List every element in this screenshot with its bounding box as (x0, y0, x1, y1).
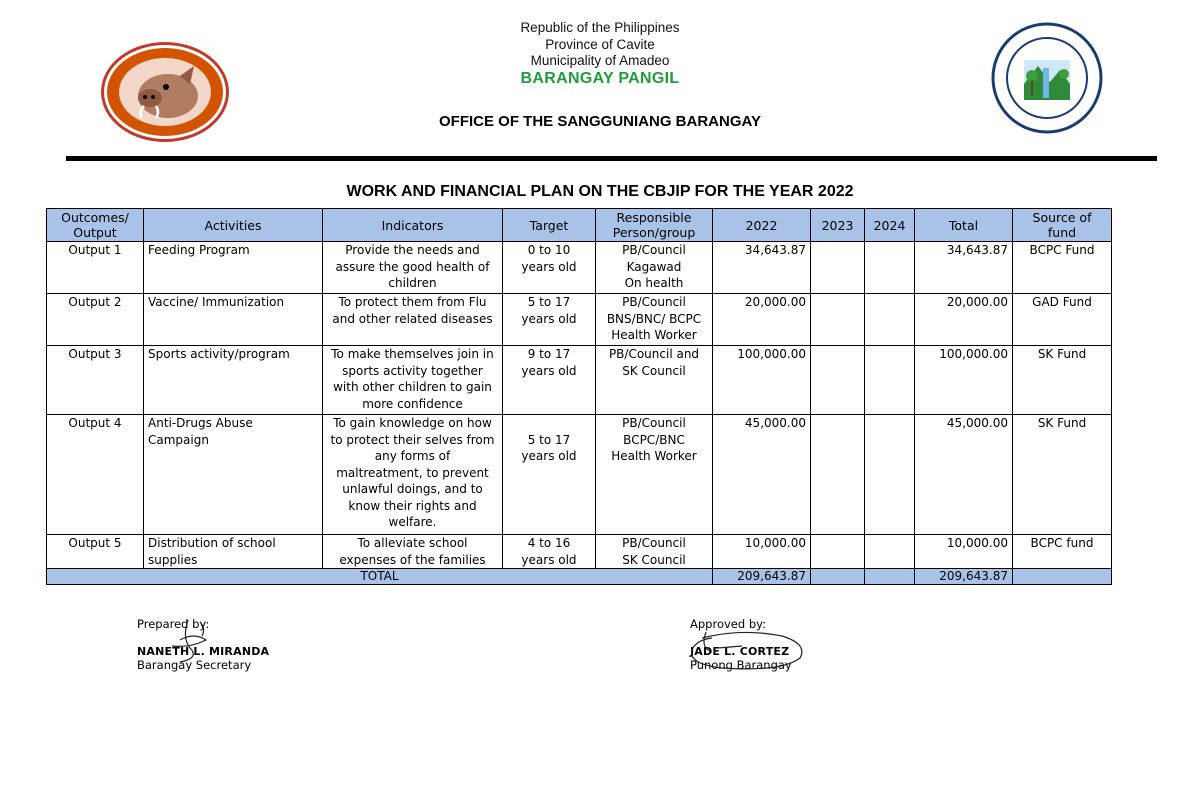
office-title: OFFICE OF THE SANGGUNIANG BARANGAY (439, 113, 761, 130)
cell-target-line: 9 to 17 (527, 347, 571, 361)
approved-by-label: Approved by: (690, 617, 766, 631)
cell-responsible-line: Kagawad (626, 259, 682, 274)
cell-indicators-line: any forms of (374, 449, 451, 463)
cell-indicators-line: welfare. (388, 515, 437, 529)
cell-target-line: years old (521, 552, 577, 567)
cell-target-line: 0 to 10 (527, 243, 571, 257)
cell-2024 (865, 294, 915, 346)
col-header-indicators: Indicators (323, 209, 503, 242)
cell-indicators-line: to protect their selves from (330, 432, 495, 447)
cell-output: Output 4 (47, 415, 144, 535)
cell-2023 (811, 294, 865, 346)
cell-target (503, 415, 596, 535)
cell-activity-line: supplies (148, 552, 198, 567)
cell-target-line: years old (521, 311, 577, 326)
col-header-total: Total (915, 209, 1013, 242)
cell-total: 20,000.00 (915, 294, 1013, 346)
cell-output: Output 3 (47, 346, 144, 415)
plan-title: WORK AND FINANCIAL PLAN ON THE CBJIP FOR THE YEAR 2022 (346, 183, 854, 200)
col-header-source: Source of fund (1013, 209, 1112, 242)
cell-total: 34,643.87 (915, 242, 1013, 294)
cell-target-line: 5 to 17 (527, 295, 571, 309)
cell-2022: 45,000.00 (713, 415, 811, 535)
prepared-by-label: Prepared by: (137, 617, 210, 631)
cell-2023 (811, 346, 865, 415)
col-header-2023: 2023 (811, 209, 865, 242)
cell-indicators-line: sports activity together (342, 363, 483, 378)
cell-2024 (865, 346, 915, 415)
cell-indicators-line: and other related diseases (332, 311, 493, 326)
cell-indicators-line: maltreatment, to prevent (336, 465, 489, 480)
total-source (1013, 569, 1112, 585)
col-header-target: Target (503, 209, 596, 242)
table-row (47, 242, 1112, 294)
col-header-2022: 2022 (713, 209, 811, 242)
cell-total: 45,000.00 (915, 415, 1013, 535)
table-row (47, 415, 1112, 535)
cell-activity (144, 415, 323, 535)
total-grand: 209,643.87 (915, 569, 1013, 585)
prepared-by-position: Barangay Secretary (137, 658, 252, 672)
cell-indicators (323, 242, 503, 294)
cell-total: 100,000.00 (915, 346, 1013, 415)
cell-output: Output 2 (47, 294, 144, 346)
cell-activity (144, 346, 323, 415)
cell-responsible-line: PB/Council and (608, 347, 700, 361)
cell-indicators (323, 346, 503, 415)
header-barangay: BARANGAY PANGIL (520, 70, 680, 87)
cell-2023 (811, 535, 865, 569)
cell-source: SK Fund (1013, 346, 1112, 415)
cell-source: BCPC fund (1013, 535, 1112, 569)
cell-indicators (323, 294, 503, 346)
cell-target-line (507, 415, 591, 432)
approved-by-position: Punong Barangay (690, 658, 792, 672)
cell-activity-line: Distribution of school (148, 536, 276, 550)
cell-responsible-line: SK Council (622, 363, 686, 378)
cell-indicators-line: children (388, 276, 437, 290)
cell-2022: 34,643.87 (713, 242, 811, 294)
cell-2023 (811, 415, 865, 535)
header-divider (66, 156, 1157, 161)
cell-responsible (596, 346, 713, 415)
cell-source: SK Fund (1013, 415, 1112, 535)
cell-activity-line: Anti-Drugs Abuse (148, 416, 253, 430)
header-republic: Republic of the Philippines (520, 20, 680, 35)
cell-target-line: 4 to 16 (527, 536, 571, 550)
total-2023 (811, 569, 865, 585)
cell-indicators (323, 415, 503, 535)
cell-2022: 100,000.00 (713, 346, 811, 415)
cell-total: 10,000.00 (915, 535, 1013, 569)
cell-output: Output 5 (47, 535, 144, 569)
cell-responsible-line: PB/Council (622, 416, 686, 430)
cell-indicators-line: unlawful doings, and to (342, 482, 483, 496)
cell-responsible-line: On health (624, 276, 684, 290)
cell-responsible (596, 294, 713, 346)
cell-2022: 20,000.00 (713, 294, 811, 346)
header-municipality: Municipality of Amadeo (530, 53, 670, 68)
col-header-2024: 2024 (865, 209, 915, 242)
total-row (47, 569, 1112, 585)
col-header-activities: Activities (144, 209, 323, 242)
cell-2024 (865, 242, 915, 294)
table-header-row (47, 209, 1112, 242)
cell-responsible-line: Health Worker (611, 328, 697, 342)
cell-indicators-line: To protect them from Flu (338, 295, 487, 309)
table-row (47, 346, 1112, 415)
table-row (47, 535, 1112, 569)
cell-activity (144, 535, 323, 569)
cell-target-line: years old (521, 259, 577, 274)
cell-indicators-line: To alleviate school (357, 536, 468, 550)
cell-responsible (596, 535, 713, 569)
cell-indicators (323, 535, 503, 569)
cell-indicators-line: To gain knowledge on how (333, 416, 492, 430)
prepared-signature-icon (160, 618, 220, 666)
header-province: Province of Cavite (545, 37, 655, 52)
cell-indicators-line: more confidence (362, 396, 463, 411)
cell-indicators-line: assure the good health of (335, 259, 490, 274)
cell-2023 (811, 242, 865, 294)
cell-responsible-line: BCPC/BNC (623, 432, 685, 447)
cell-activity-line: Sports activity/program (148, 347, 290, 361)
cell-source: BCPC Fund (1013, 242, 1112, 294)
cell-responsible-line: PB/Council (622, 243, 686, 257)
cell-2024 (865, 535, 915, 569)
cell-indicators-line: Provide the needs and (345, 243, 480, 257)
approved-by-name: JADE L. CORTEZ (690, 645, 790, 658)
cell-indicators-line: expenses of the families (339, 552, 486, 567)
cell-indicators-line: know their rights and (348, 498, 477, 513)
cell-responsible-line: SK Council (622, 552, 686, 567)
cell-output: Output 1 (47, 242, 144, 294)
col-header-outcomes: Outcomes/ Output (47, 209, 144, 242)
col-header-responsible: Responsible Person/group (596, 209, 713, 242)
total-2022: 209,643.87 (713, 569, 811, 585)
table-row (47, 294, 1112, 346)
cell-responsible-line: BNS/BNC/ BCPC (606, 311, 702, 326)
cell-target-line: years old (521, 363, 577, 378)
cell-indicators-line: with other children to gain (333, 380, 492, 394)
cell-source: GAD Fund (1013, 294, 1112, 346)
cell-activity (144, 242, 323, 294)
cell-target (503, 294, 596, 346)
cell-activity-line: Feeding Program (148, 243, 250, 257)
cell-activity (144, 294, 323, 346)
cell-2022: 10,000.00 (713, 535, 811, 569)
prepared-by-name: NANETH L. MIRANDA (137, 645, 270, 658)
cell-target-line: years old (521, 449, 577, 463)
cell-target (503, 535, 596, 569)
total-label: TOTAL (47, 569, 713, 585)
cell-target-line: 5 to 17 (527, 432, 571, 447)
cell-responsible (596, 242, 713, 294)
cell-target (503, 346, 596, 415)
cell-responsible-line: Health Worker (611, 449, 697, 463)
cell-responsible-line: PB/Council (622, 295, 686, 309)
total-2024 (865, 569, 915, 585)
work-financial-plan-table (46, 208, 1112, 585)
cell-responsible (596, 415, 713, 535)
cell-activity-line: Vaccine/ Immunization (148, 295, 285, 309)
cell-responsible-line: PB/Council (622, 536, 686, 550)
cell-indicators-line: To make themselves join in (331, 347, 494, 361)
cell-2024 (865, 415, 915, 535)
cell-activity-line: Campaign (148, 432, 209, 447)
approved-signature-icon (682, 628, 812, 674)
cell-target (503, 242, 596, 294)
